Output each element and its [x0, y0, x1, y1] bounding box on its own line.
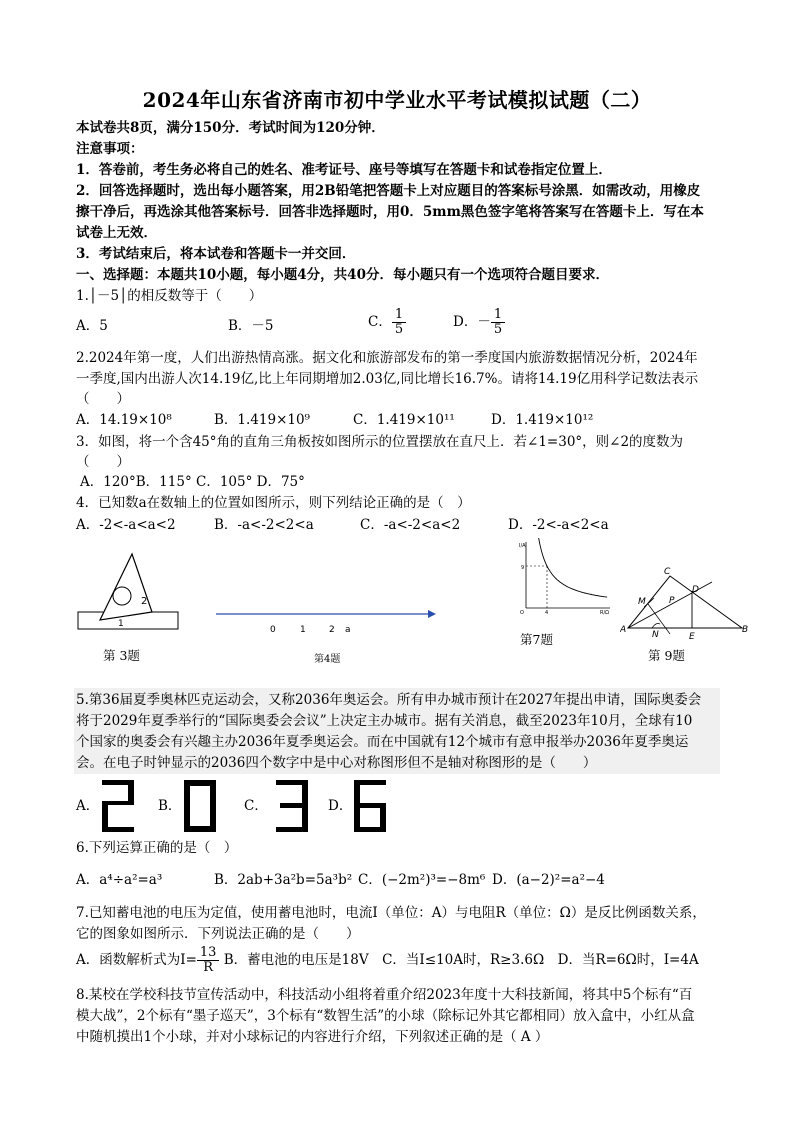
- q6-option-b: B．2ab+3a²b=5a³b²: [214, 872, 353, 888]
- q7-options-rest: B．蓄电池的电压是18V C．当I≤10A时，R≥3.6Ω D．当R=6Ω时，I=4A: [223, 952, 699, 968]
- q5-option-c-label: C．: [244, 798, 268, 814]
- q7-option-a-prefix: A．函数解析式为I=: [76, 952, 197, 968]
- q1-c-numerator: 1: [392, 308, 406, 323]
- graph-x-tick: 4: [545, 610, 549, 616]
- q2-line-2: 一季度,国内出游人次14.19亿,比上年同期增加2.03亿,同比增长16.7%。请将14.19亿用科学记数法表示: [76, 371, 699, 387]
- q4-option-d: D．-2<-a<2<a: [508, 517, 609, 533]
- figure-9-caption: 第 9题: [648, 648, 685, 663]
- q5-option-a-label: A．: [76, 798, 100, 814]
- q1-d-numerator: 1: [491, 308, 505, 323]
- digit-3-icon: [272, 778, 312, 834]
- intro-line: 本试卷共8页，满分150分．考试时间为120分钟．: [76, 120, 385, 136]
- tick-1: 1: [300, 625, 306, 635]
- q7-option-a-fraction: [197, 946, 220, 975]
- q5-option-b-label: B．: [158, 798, 182, 814]
- q2-option-b: B．1.419×10⁹: [214, 412, 310, 428]
- q1-option-d-fraction: [491, 308, 505, 337]
- arc-n: [652, 624, 660, 629]
- q1-d-denominator: 5: [493, 322, 503, 337]
- q4-stem: 4．已知数a在数轴上的位置如图所示，则下列结论正确的是（ ）: [76, 495, 471, 511]
- q2-option-d: D．1.419×10¹²: [491, 412, 594, 428]
- q1-stem: 1.│－5│的相反数等于（ ）: [76, 288, 263, 304]
- digit-6-icon: [350, 778, 390, 834]
- triangle-shape: [100, 554, 152, 620]
- figure-9-geometry: [620, 562, 752, 640]
- q6-stem: 6.下列运算正确的是（ ）: [76, 840, 238, 856]
- figure-4-caption: 第4题: [314, 654, 341, 665]
- graph-y-label: I/A: [519, 543, 526, 549]
- q7-options: [76, 946, 699, 975]
- digit-0-icon: [180, 778, 220, 834]
- point-m: M: [638, 597, 646, 607]
- graph-x-label: R/Ω: [600, 610, 609, 616]
- q7-line-2: 它的图象如图所示．下列说法正确的是（ ）: [76, 926, 360, 942]
- q2-option-c: C．1.419×10¹¹: [353, 412, 455, 428]
- q4-option-c: C．-a<-2<a<2: [360, 517, 461, 533]
- section-heading: 一、选择题：本题共10小题，每小题4分，共40分．每小题只有一个选项符合题目要求．: [76, 267, 609, 283]
- q1-c-denominator: 5: [394, 322, 404, 337]
- point-d: D: [692, 585, 699, 595]
- figure-4-number-line: [212, 602, 442, 638]
- note-2a: 2．回答选择题时，选出每小题答案，用2B铅笔把答题卡上对应题目的答案标号涂黑．如需改动，用橡皮: [76, 183, 701, 199]
- note-2c: 试卷上无效．: [76, 225, 157, 241]
- tick-0: 0: [270, 625, 276, 635]
- q5-line-1: 5.第36届夏季奥林匹克运动会，又称2036年奥运会。所有申办城市预计在2027年提出申请，国际奥委会: [76, 692, 702, 708]
- q5-line-4: 会。在电子时钟显示的2036四个数字中是中心对称图形但不是轴对称图形的是（ ）: [76, 755, 597, 771]
- point-a: A: [620, 625, 627, 635]
- note-2b: 擦干净后，再选涂其他答案标号．回答非选择题时，用0．5mm黑色签字笔将答案写在答题卡上．写在本: [76, 204, 704, 220]
- graph-y-tick: 9: [521, 565, 525, 571]
- q1-option-c: [368, 308, 406, 337]
- q7-a-numerator: 13: [197, 946, 220, 961]
- q8-line-1: 8.某校在学校科技节宣传活动中，科技活动小组将着重介绍2023年度十大科技新闻，将其中5个标有“百: [76, 987, 693, 1003]
- figure-3-caption: 第 3题: [103, 648, 140, 663]
- q3-line-2: （ ）: [76, 454, 130, 470]
- q3-options: A．120°B．115° C．105° D．75°: [80, 474, 305, 490]
- q1-option-d: [453, 308, 505, 337]
- q4-option-b: B．-a<-2<2<a: [214, 517, 314, 533]
- notes-heading: 注意事项：: [76, 141, 144, 157]
- point-p: P: [669, 596, 675, 606]
- figure-3-triangle-ruler: [74, 550, 184, 632]
- inverse-curve: [538, 538, 608, 597]
- q1-option-a: A．5: [76, 318, 108, 334]
- q5-line-3: 个国家的奥委会有兴趣主办2036年夏季奥运会。而在中国就有12个城市有意申报举办2036年夏季奥运: [76, 734, 689, 750]
- q1-option-d-label: D．－: [453, 314, 491, 330]
- digit-2-icon: [98, 778, 138, 834]
- q7-line-1: 7.已知蓄电池的电压为定值，使用蓄电池时，电流I（单位：A）与电阻R（单位：Ω）是反比例函数关系，: [76, 905, 706, 921]
- q1-option-c-label: C．: [368, 314, 392, 330]
- q5-line-2: 将于2029年夏季举行的“国际奥委会会议”上决定主办城市。据有关消息，截至2023年10月，全球有10: [76, 713, 693, 729]
- q6-option-c: C．(−2m²)³=−8m⁶: [358, 872, 486, 888]
- tick-2: 2: [329, 625, 335, 635]
- q2-line-3: （ ）: [76, 391, 130, 407]
- q8-line-3: 中随机摸出1个小球，并对小球标记的内容进行介绍，下列叙述正确的是（ A ）: [76, 1029, 549, 1045]
- q5-option-d-label: D．: [328, 798, 353, 814]
- q4-option-a: A．-2<-a<a<2: [76, 517, 176, 533]
- point-b: B: [742, 625, 749, 635]
- note-3: 3．考试结束后，将本试卷和答题卡一并交回．: [76, 246, 356, 262]
- figure-7-caption: 第7题: [520, 632, 553, 647]
- note-1: 1．答卷前，考生务必将自己的姓名、准考证号、座号等填写在答题卡和试卷指定位置上．: [76, 162, 612, 178]
- q1-option-c-fraction: [392, 308, 406, 337]
- q6-option-d: D．(a−2)²=a²−4: [492, 872, 605, 888]
- graph-origin: O: [520, 610, 524, 616]
- q7-a-denominator: R: [203, 960, 214, 975]
- page-title: 2024年山东省济南市初中学业水平考试模拟试题（二）: [142, 88, 652, 112]
- number-line-arrow: [428, 610, 436, 618]
- figure-7-graph: [514, 538, 614, 616]
- tick-a: a: [345, 625, 351, 635]
- q2-line-1: 2.2024年第一度，人们出游热情高涨。据文化和旅游部发布的第一季度国内旅游数据情况分析，2024年: [76, 350, 698, 366]
- q6-option-a: A．a⁴÷a²=a³: [76, 872, 163, 888]
- point-e: E: [689, 632, 695, 640]
- point-n: N: [652, 630, 659, 640]
- point-c: C: [664, 567, 671, 577]
- q8-line-2: 模大战”，2个标有“墨子巡天”，3个标有“数智生活”的小球（除标记外其它都相同）放入盒中，小红从盒: [76, 1008, 695, 1024]
- angle-2-label: 2: [141, 596, 148, 607]
- angle-1-label: 1: [118, 619, 124, 629]
- q3-line-1: 3．如图，将一个含45°角的直角三角板按如图所示的位置摆放在直尺上．若∠1=30°，则∠2的度数为: [76, 434, 684, 450]
- q1-option-b: B．－5: [228, 318, 274, 334]
- q2-option-a: A．14.19×10⁸: [76, 412, 172, 428]
